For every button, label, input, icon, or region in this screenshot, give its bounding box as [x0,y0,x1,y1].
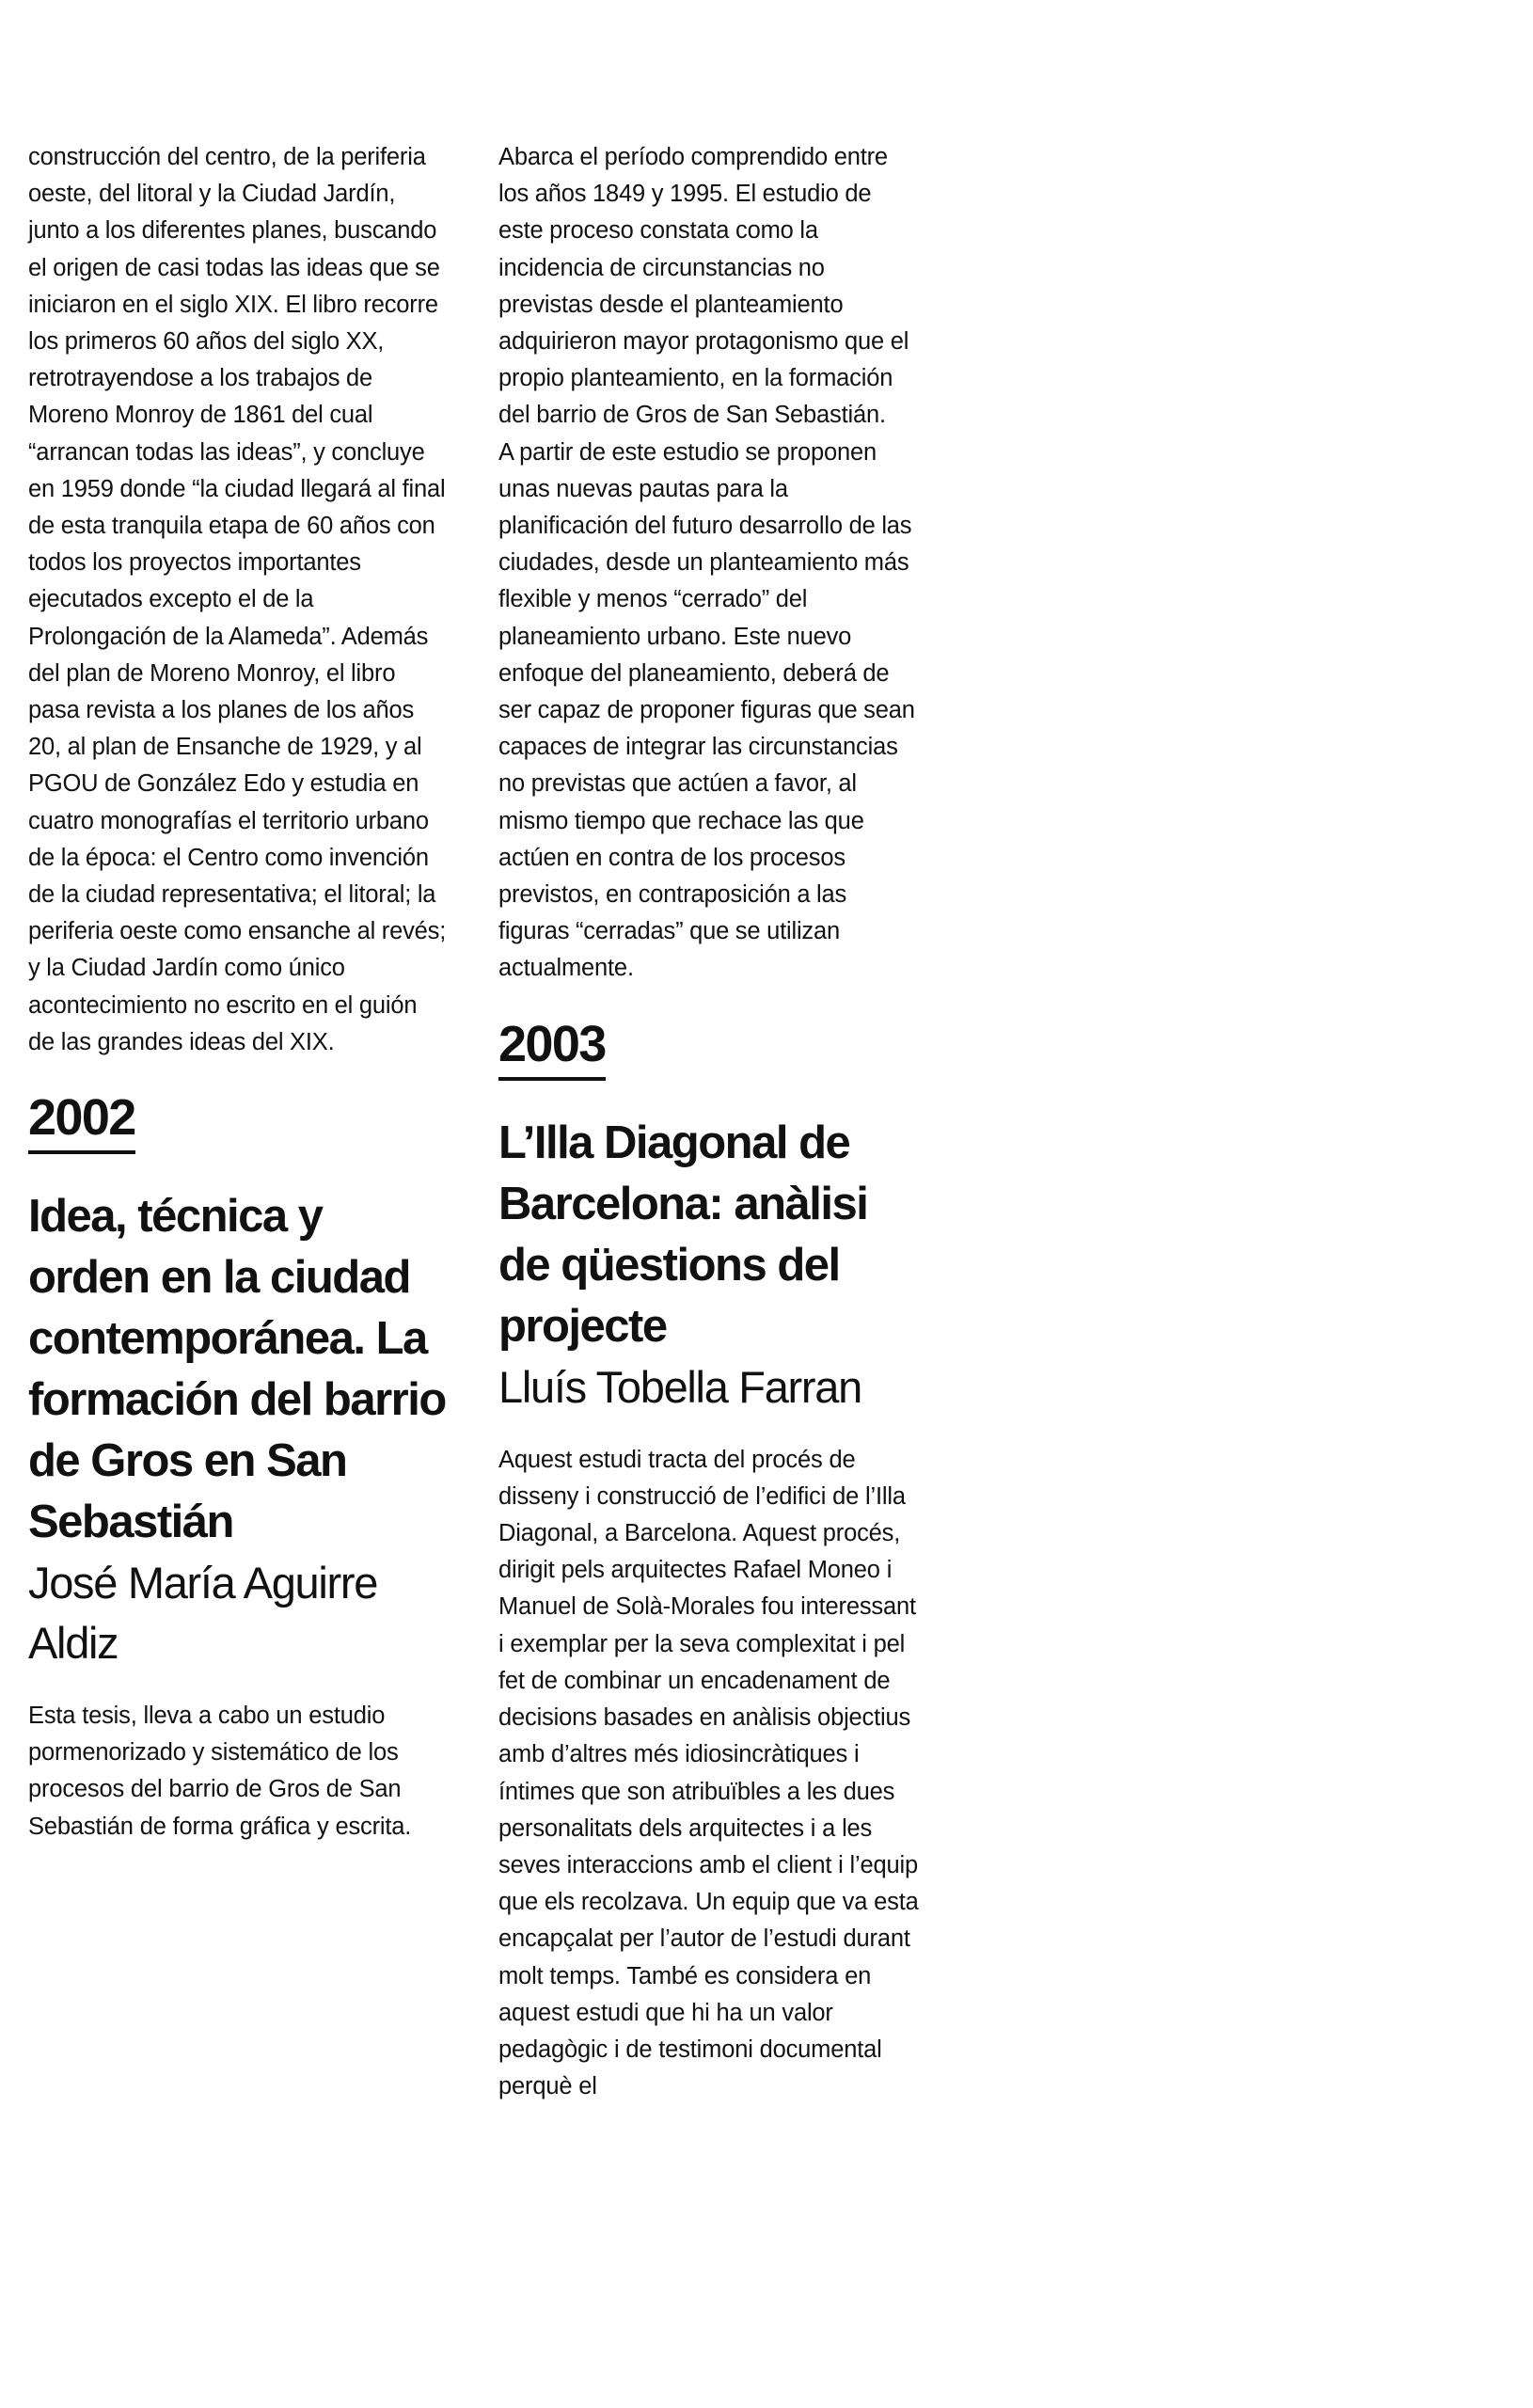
right-continuation-paragraph-2: A partir de este estudio se proponen unas nuevas pautas para la planificación del futuro desarrollo de las ciudades, desde un planteamiento más flexible y menos “cerrado” del planeamiento urbano. Este nuevo enfoque del planeamiento, deberá de ser capaz de proponer figuras que sean capaces de integrar las circunstancias no previstas que actúen a favor, al mismo tiempo que rechace las que actúen en contra de los procesos previstos, en contraposición a las figuras “cerradas” que se utilizan actualmente. [498,438,915,982]
year-heading-2002: 2002 [28,1089,135,1154]
right-entry-author: Lluís Tobella Farran [498,1361,861,1412]
two-column-layout [28,139,1505,2105]
right-entry-abstract: Aquest estudi tracta del procés de disseny i construcció de l’edifici de l’Illa Diagonal, a Barcelona. Aquest procés, dirigit pels arquitectes Rafael Moneo i Manuel de Solà-Morales fou interessant i exemplar per la seva complexitat i pel fet de combinar un encadenament de decisions basades en anàlisis objectius amb d’altres més idiosincràtiques i íntimes que son atribuïbles a les dues personalitats dels arquitectes i a les seves interaccions amb el client i l’equip que els recolzava. Un equip que va esta encapçalat per l’autor de l’estudi durant molt temps. També es considera en aquest estudi que hi ha un valor pedagògic i de testimoni documental perquè el [498,1446,919,2100]
left-entry-author: José María Aguirre Aldiz [28,1558,378,1669]
left-column [28,139,450,2105]
year-heading-2003: 2003 [498,1016,606,1081]
left-continuation-paragraph: construcción del centro, de la periferia oeste, del litoral y la Ciudad Jardín, junto a los diferentes planes, buscando el origen de casi todas las ideas que se iniciaron en el siglo XIX. El libro recorre los primeros 60 años del siglo XX, retrotrayendose a los trabajos de Moreno Monroy de 1861 del cual “arrancan todas las ideas”, y concluye en 1959 donde “la ciudad llegará al final de esta tranquila etapa de 60 años con todos los proyectos importantes ejecutados excepto el de la Prolongación de la Alameda”. Además del plan de Moreno Monroy, el libro pasa revista a los planes de los años 20, al plan de Ensanche de 1929, y al PGOU de González Edo y estudia en cuatro monografías el territorio urbano de la época: el Centro como invención de la ciudad representativa; el litoral; la periferia oeste como ensanche al revés; y la Ciudad Jardín como único acontecimiento no escrito en el guión de las grandes ideas del XIX. [28,144,447,1055]
right-entry-title: L’Illa Diagonal de Barcelona: anàlisi de qüestions del projecte [498,1117,868,1352]
right-year-heading-wrap [498,1016,920,1081]
left-entry-abstract: Esta tesis, lleva a cabo un estudio pormenorizado y sistemático de los procesos del barrio de Gros de San Sebastián de forma gráfica y escrita. [28,1703,412,1840]
left-entry-title: Idea, técnica y orden en la ciudad contemporánea. La formación del barrio de Gros en San Sebastián [28,1191,446,1548]
right-column [498,139,920,2105]
right-continuation-paragraph-1: Abarca el período comprendido entre los años 1849 y 1995. El estudio de este proceso constata como la incidencia de circunstancias no previstas desde el planteamiento adquirieron mayor protagonismo que el propio planteamiento, en la formación del barrio de Gros de San Sebastián. [498,144,909,429]
left-year-heading-wrap [28,1089,450,1154]
